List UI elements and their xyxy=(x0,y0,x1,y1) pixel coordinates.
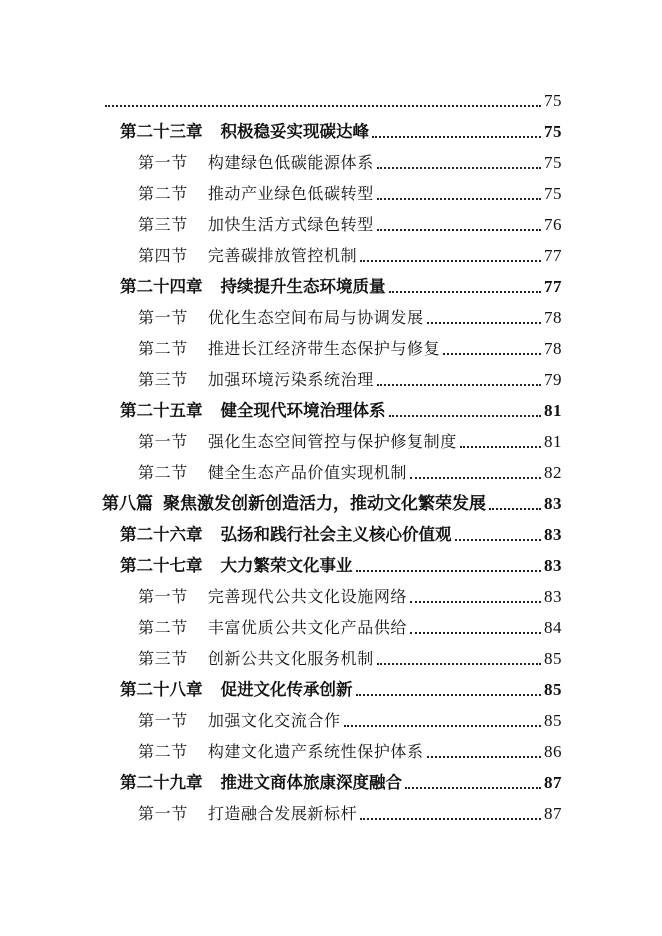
toc-entry-title: 大力繁荣文化事业 xyxy=(220,556,353,575)
toc-entry-chap[interactable] xyxy=(120,273,562,297)
leader-dots xyxy=(410,477,541,479)
toc-entry-title: 推进长江经济带生态保护与修复 xyxy=(207,339,441,358)
toc-page-number: 78 xyxy=(544,339,562,358)
toc-entry-title: 丰富优质公共文化产品供给 xyxy=(207,618,408,637)
leader-dots xyxy=(377,167,541,169)
leader-dots xyxy=(105,105,541,107)
toc-page-number: 79 xyxy=(544,370,562,389)
toc-page-number: 78 xyxy=(544,308,562,327)
leader-dots xyxy=(360,818,541,820)
leader-dots xyxy=(427,756,541,758)
toc-page-number: 83 xyxy=(544,525,562,544)
toc-entry-title: 加快生活方式绿色转型 xyxy=(207,215,374,234)
toc-entry-title: 聚焦激发创新创造活力，推动文化繁荣发展 xyxy=(163,494,486,514)
toc-entry-title: 优化生态空间布局与协调发展 xyxy=(207,308,424,327)
toc-page-number: 83 xyxy=(544,494,562,513)
toc-entry-title: 健全生态产品价值实现机制 xyxy=(207,463,408,482)
toc-entry-title: 构建绿色低碳能源体系 xyxy=(207,153,374,172)
toc-entry-title: 构建文化遗产系统性保护体系 xyxy=(207,742,424,761)
leader-dots xyxy=(489,508,541,510)
leader-dots xyxy=(455,539,542,541)
toc-entry-sec[interactable] xyxy=(138,304,562,328)
toc-entry-number: 第二十三章 xyxy=(120,122,203,141)
leader-dots xyxy=(405,787,541,789)
toc-entry-chap[interactable] xyxy=(120,769,562,793)
leader-dots xyxy=(410,601,541,603)
toc-page-number: 75 xyxy=(544,184,562,203)
toc-entry-sec[interactable] xyxy=(138,800,562,824)
toc-entry-sec[interactable] xyxy=(138,645,562,669)
toc-page-number: 85 xyxy=(544,711,562,730)
toc-entry-number: 第二节 xyxy=(138,463,188,482)
toc-entry-number: 第二节 xyxy=(138,339,188,358)
toc-page-number: 85 xyxy=(544,649,562,668)
leader-dots xyxy=(460,446,541,448)
toc-page-number: 81 xyxy=(544,401,562,420)
toc-entry-sec[interactable] xyxy=(138,211,562,235)
toc-entry-title: 创新公共文化服务机制 xyxy=(207,649,374,668)
leader-dots xyxy=(344,725,541,727)
toc-entry-title: 积极稳妥实现碳达峰 xyxy=(220,122,369,141)
toc-entry-sec[interactable] xyxy=(138,149,562,173)
toc-entry-title: 推进文商体旅康深度融合 xyxy=(220,773,402,792)
toc-entry-number: 第二节 xyxy=(138,184,188,203)
leader-dots xyxy=(377,663,541,665)
toc-entry-chap[interactable] xyxy=(120,521,562,545)
leader-dots xyxy=(356,694,542,696)
toc-entry-number: 第三节 xyxy=(138,370,188,389)
toc-entry-sec[interactable] xyxy=(138,459,562,483)
toc-entry-sec[interactable] xyxy=(138,738,562,762)
leader-dots xyxy=(427,322,541,324)
toc-continued-line xyxy=(102,87,562,111)
leader-dots xyxy=(377,198,541,200)
toc-entry-title: 打造融合发展新标杆 xyxy=(207,804,358,823)
leader-dots xyxy=(356,570,542,572)
toc-entry-number: 第一节 xyxy=(138,153,188,172)
toc-entry-number: 第二十七章 xyxy=(120,556,203,575)
toc-page-number: 77 xyxy=(544,246,562,265)
toc-entry-number: 第二十六章 xyxy=(120,525,203,544)
toc-entry-sec[interactable] xyxy=(138,180,562,204)
leader-dots xyxy=(377,229,541,231)
toc-entry-number: 第二节 xyxy=(138,742,188,761)
toc-entry-sec[interactable] xyxy=(138,583,562,607)
toc-entry-part[interactable] xyxy=(102,490,562,514)
toc-entry-chap[interactable] xyxy=(120,552,562,576)
toc-entry-sec[interactable] xyxy=(138,242,562,266)
leader-dots xyxy=(372,136,541,138)
toc-entry-number: 第二十五章 xyxy=(120,401,203,420)
toc-entry-number: 第二节 xyxy=(138,618,188,637)
toc-entry-number: 第四节 xyxy=(138,246,188,265)
toc-page-number: 84 xyxy=(544,618,562,637)
leader-dots xyxy=(443,353,541,355)
toc-entry-title: 健全现代环境治理体系 xyxy=(220,401,386,420)
toc-entry-number: 第三节 xyxy=(138,215,188,234)
toc-page-number: 75 xyxy=(544,153,562,172)
toc-entry-sec[interactable] xyxy=(138,707,562,731)
toc-entry-chap[interactable] xyxy=(120,118,562,142)
toc-entry-number: 第三节 xyxy=(138,649,188,668)
toc-page-number: 76 xyxy=(544,215,562,234)
toc-page-number: 75 xyxy=(544,122,562,141)
toc-page-number: 87 xyxy=(544,773,562,792)
toc-entry-title: 持续提升生态环境质量 xyxy=(220,277,386,296)
toc-entry-title: 弘扬和践行社会主义核心价值观 xyxy=(220,525,452,544)
toc-page-number: 87 xyxy=(544,804,562,823)
toc-entry-number: 第二十九章 xyxy=(120,773,203,792)
toc-page-number: 85 xyxy=(544,680,562,699)
toc-entry-sec[interactable] xyxy=(138,335,562,359)
toc-entry-title: 完善现代公共文化设施网络 xyxy=(207,587,408,606)
leader-dots xyxy=(377,384,541,386)
toc-entry-sec[interactable] xyxy=(138,428,562,452)
leader-dots xyxy=(360,260,541,262)
leader-dots xyxy=(410,632,541,634)
toc-page-number: 83 xyxy=(544,556,562,575)
toc-page-number: 83 xyxy=(544,587,562,606)
toc-entry-number: 第一节 xyxy=(138,308,188,327)
toc-entry-chap[interactable] xyxy=(120,397,562,421)
toc-entry-number: 第一节 xyxy=(138,711,188,730)
toc-entry-title: 完善碳排放管控机制 xyxy=(207,246,358,265)
toc-page-number: 82 xyxy=(544,463,562,482)
toc-entry-number: 第一节 xyxy=(138,587,188,606)
toc-entry-title: 推动产业绿色低碳转型 xyxy=(207,184,374,203)
toc-entry-number: 第一节 xyxy=(138,432,188,451)
toc-entry-number: 第二十八章 xyxy=(120,680,203,699)
toc-entry-number: 第八篇 xyxy=(102,494,153,514)
toc-entry-number: 第二十四章 xyxy=(120,277,203,296)
toc-entry-sec[interactable] xyxy=(138,366,562,390)
toc-entry-chap[interactable] xyxy=(120,676,562,700)
toc-entry-title: 加强文化交流合作 xyxy=(207,711,341,730)
toc-page-number: 86 xyxy=(544,742,562,761)
toc-entry-sec[interactable] xyxy=(138,614,562,638)
leader-dots xyxy=(389,291,542,293)
toc-page-number: 75 xyxy=(544,91,562,110)
toc-entry-title: 促进文化传承创新 xyxy=(220,680,353,699)
toc-entry-title: 强化生态空间管控与保护修复制度 xyxy=(207,432,457,451)
toc-page-number: 81 xyxy=(544,432,562,451)
toc-entry-title: 加强环境污染系统治理 xyxy=(207,370,374,389)
toc-page-number: 77 xyxy=(544,277,562,296)
toc-entry-number: 第一节 xyxy=(138,804,188,823)
leader-dots xyxy=(389,415,542,417)
